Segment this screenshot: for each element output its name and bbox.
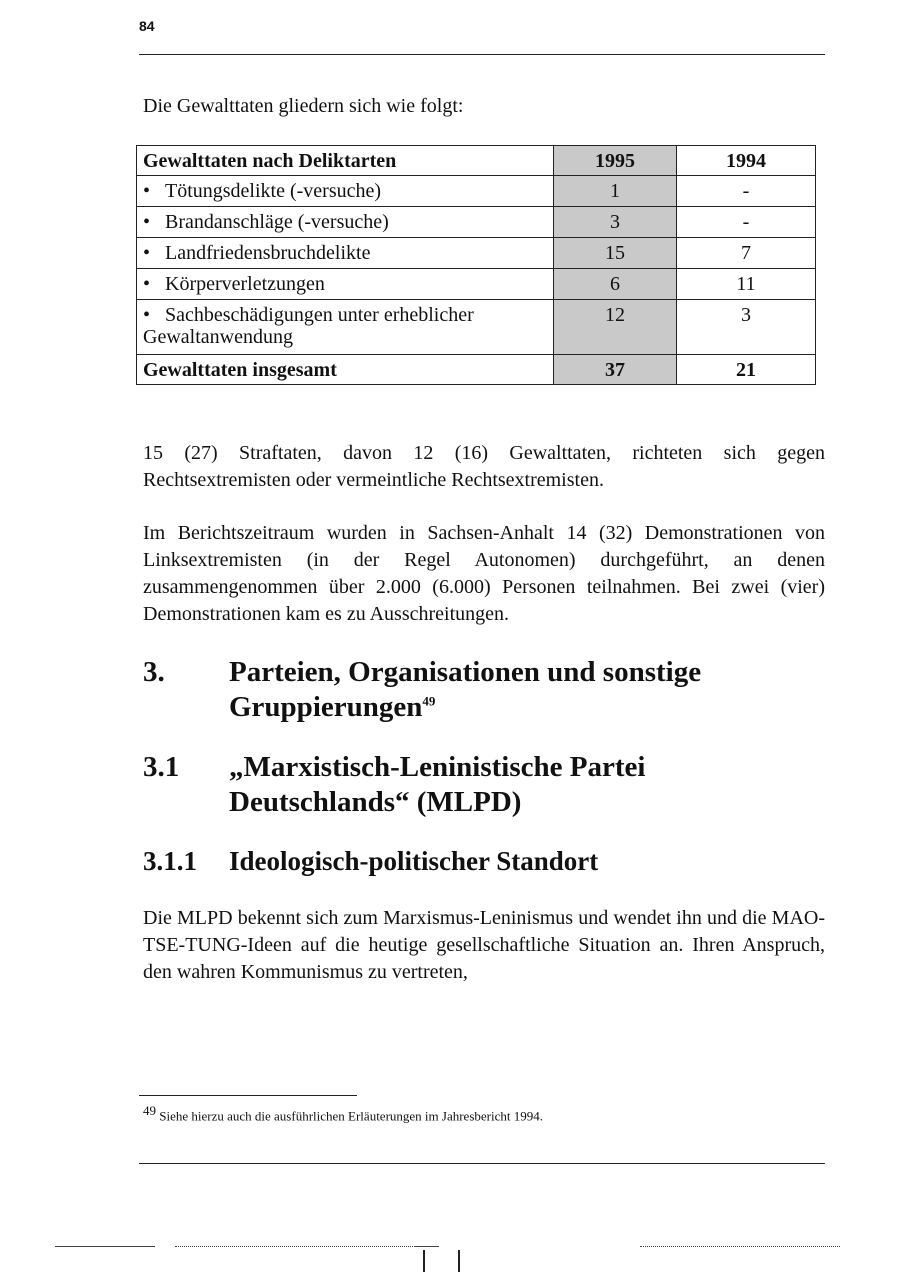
section-title: „Marxistisch-Leninistische Partei Deutschlands“ (MLPD) [229, 751, 646, 818]
scan-edge-marks [0, 1240, 900, 1274]
row-value-1995: 1 [554, 176, 677, 207]
row-label: Brandanschläge (-versuche) [165, 211, 389, 233]
footnote-text: Siehe hierzu auch die ausführlichen Erläuterungen im Jahresbericht 1994. [159, 1108, 543, 1124]
header-year-1995: 1995 [554, 146, 677, 176]
violence-table [136, 145, 816, 385]
bullet-icon: • [143, 242, 151, 264]
table-row [137, 238, 816, 269]
footnote-reference[interactable]: 49 [422, 693, 436, 709]
scan-mark [458, 1250, 460, 1272]
section-number: 3.1.1 [143, 846, 197, 876]
scan-mark [175, 1246, 415, 1247]
bullet-icon: • [143, 304, 151, 326]
row-label-continued: Gewaltanwendung [143, 326, 293, 348]
intro-text: Die Gewalttaten gliedern sich wie folgt: [143, 95, 464, 117]
footnote [143, 1103, 543, 1124]
header-rule [139, 54, 825, 55]
scan-mark [55, 1246, 155, 1247]
section-number: 3.1 [143, 751, 180, 783]
scan-mark [640, 1246, 840, 1247]
bullet-icon: • [143, 273, 151, 295]
bullet-icon: • [143, 211, 151, 233]
row-value-1994: 7 [677, 238, 816, 269]
section-number: 3. [143, 656, 165, 688]
table-row [137, 300, 816, 355]
paragraph-mlpd: Die MLPD bekennt sich zum Marxismus-Leninismus und wendet ihn und die MAO-TSE-TUNG-Ideen auf die heutige gesellschaftliche Situation an. Ihren Anspruch, den wahren Kommunismus zu vertreten, [143, 907, 825, 983]
scan-mark [423, 1250, 425, 1272]
footnote-rule [139, 1095, 357, 1096]
row-value-1995: 6 [554, 269, 677, 300]
table-total-row [137, 355, 816, 385]
footer-rule [139, 1163, 825, 1164]
row-label: Landfriedensbruchdelikte [165, 242, 371, 264]
table-row [137, 176, 816, 207]
row-label: Körperverletzungen [165, 273, 325, 295]
section-title: Parteien, Organisationen und sonstige Gruppierungen [229, 656, 702, 723]
row-label: Tötungsdelikte (-versuche) [165, 180, 382, 202]
bullet-icon: • [143, 180, 151, 202]
row-label: Sachbeschädigungen unter erheblicher [165, 304, 474, 326]
header-year-1994: 1994 [677, 146, 816, 176]
total-label: Gewalttaten insgesamt [137, 355, 554, 385]
paragraph-demonstrationen: Im Berichtszeitraum wurden in Sachsen-Anhalt 14 (32) Demonstrationen von Linksextremisten (in der Regel Autonomen) durchgeführt, an denen zusammengenommen über 2.000 (6.000) Personen teilnahmen. Bei zwei (vier) Demonstrationen kam es zu Ausschreitungen. [143, 522, 825, 625]
row-value-1995: 12 [554, 300, 677, 355]
section-title: Ideologisch-politischer Standort [229, 846, 599, 876]
total-value-1994: 21 [677, 355, 816, 385]
header-label: Gewalttaten nach Deliktarten [137, 146, 554, 176]
page-number: 84 [139, 18, 155, 34]
row-value-1994: 11 [677, 269, 816, 300]
row-value-1994: - [677, 176, 816, 207]
table-row [137, 207, 816, 238]
row-value-1995: 15 [554, 238, 677, 269]
footnote-number: 49 [143, 1103, 156, 1118]
scan-mark [415, 1246, 439, 1247]
table-row [137, 269, 816, 300]
total-value-1995: 37 [554, 355, 677, 385]
paragraph-straftaten: 15 (27) Straftaten, davon 12 (16) Gewalttaten, richteten sich gegen Rechtsextremisten oder vermeintliche Rechtsextremisten. [143, 442, 825, 491]
row-value-1994: - [677, 207, 816, 238]
row-value-1994: 3 [677, 300, 816, 355]
row-value-1995: 3 [554, 207, 677, 238]
table-header-row [137, 146, 816, 176]
